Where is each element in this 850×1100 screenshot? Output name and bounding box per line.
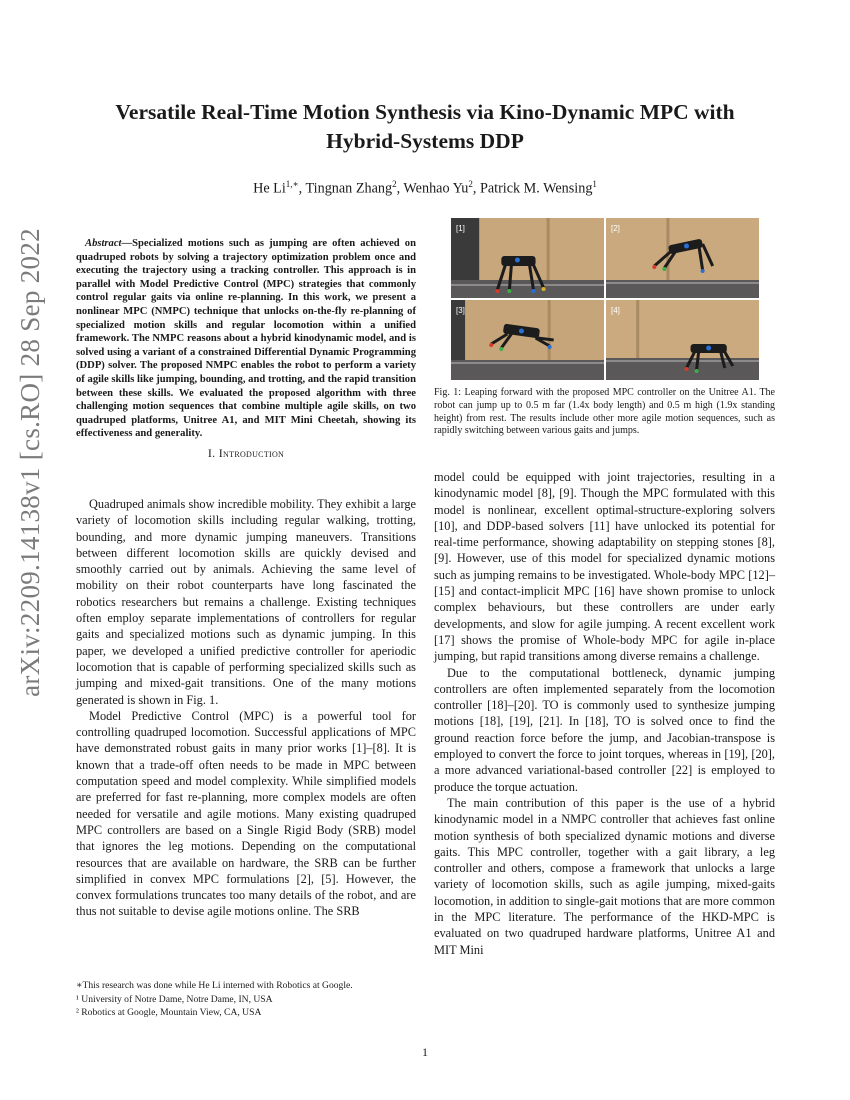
figure-panel [451, 300, 604, 380]
author-affiliation: 2 [468, 179, 473, 189]
author-name: Patrick M. Wensing [479, 180, 593, 197]
left-column-body [76, 496, 416, 920]
arxiv-stamp [8, 228, 52, 697]
body-paragraph: Model Predictive Control (MPC) is a powerful tool for controlling quadruped locomotion. Successful applications of MPC have demonstrated robust gaits in many prior works [1]–[8]. It is known that a trade-off often needs to be made in MPC between computation speed and model complexity. While simplified models are preferred for fast re-planning, more complex models are often needed for versatile and agile motions. Many existing quadruped MPC controllers are based on a Single Rigid Body (SRB) model that ignores the leg motions. Depending on the computational resources that are available on hardware, the SRB can be further simplified in convex MPC formulations [2], [5]. However, the convex formulations truncates too many details of the robot, and are thus not suitable to devise agile motions online. The SRB [76, 708, 416, 919]
robot-photo-image [606, 300, 759, 380]
footnote: ¹ University of Notre Dame, Notre Dame, IN, USA [76, 993, 273, 1005]
title-line-2: Hybrid-Systems DDP [326, 129, 524, 153]
author-affiliation: 1,∗ [285, 179, 299, 189]
abstract-label: Abstract [85, 238, 122, 249]
page-number: 1 [422, 1045, 428, 1059]
figure-panel [606, 218, 759, 298]
figure-panel [606, 300, 759, 380]
section-heading: I. Introduction [207, 446, 285, 460]
author-affiliation: 2 [392, 179, 397, 189]
abstract: Abstract—Specialized motions such as jumping are often achieved on quadruped robots by solving a trajectory optimization problem once and executing the trajectory using a tracking controller. This approach is in parallel with Model Predictive Control (MPC) strategies that commonly control regular gaits via online re-planning. In this work, we present a nonlinear MPC (NMPC) technique that unlocks on-the-fly re-planning of specialized motion skills and regular locomotion within a unified framework. The NMPC reasons about a hybrid kinodynamic model, and is solved using a variant of a constrained Differential Dynamic Programming (DDP) solver. The proposed NMPC enables the robot to perform a variety of agile skills like jumping, bounding, and trotting, and the rapid transition between these skills. We evaluated the proposed algorithm with three challenging motion sequences that combine multiple agile skills, on two quadruped platforms, Unitree A1, and MIT Mini Cheetah, showing its effectiveness and generality. [76, 238, 416, 440]
footnote: ² Robotics at Google, Mountain View, CA, USA [76, 1007, 262, 1019]
panel-label: [2] [611, 224, 620, 233]
author-name: He Li [253, 180, 286, 197]
right-column-body [434, 469, 775, 958]
robot-photo-image [606, 218, 759, 298]
footnotes [76, 979, 421, 1020]
author-list: He $Li^{1,∗}$, Tingnan Zhang$^2$, Wenhao Yu$^2$, Patrick M. Wensing$^1$ [253, 179, 597, 197]
paper-title [60, 98, 790, 156]
body-paragraph: Quadruped animals show incredible mobility. They exhibit a large variety of locomotion skills including regular walking, trotting, bounding, and more dynamic jumping maneuvers. Transitions between different locomotion skills are quickly devised and smoothly carried out by animals. Achieving the same level of mobility on their robot counterparts have long fascinated the robotics researchers but remains a challenge. Existing techniques often employ separate implementations of controllers for regular gaits and specialized motions such as dynamic jumping. In this paper, we developed a unified predictive controller for aperiodic locomotion that is capable of performing specialized skills such as jumping and mixed-gait transitions. One of the many motions generated is shown in Fig. 1. [76, 497, 416, 707]
figure-1 [451, 218, 759, 380]
body-paragraph: Due to the computational bottleneck, dynamic jumping controllers are often implemented separately from the locomotion controller [18]–[20]. TO is commonly used to synthesize jumping motions [18], [19], [21]. In [18], TO is solved once to find the ground reaction force before the jump, and Jacobian-transpose is employed to convert the force to joint torques, whereas in [19], [20], a more advanced variational-based controller [22] is employed to produce the torque actuation. [434, 665, 775, 794]
arxiv-stamp-text: arXiv:2209.14138v1 [cs.RO] 28 Sep 2022 [14, 228, 45, 697]
robot-photo-image [451, 218, 604, 298]
figure-caption: Fig. 1: Leaping forward with the proposed MPC controller on the Unitree A1. The robot can jump up to 0.5 m far (1.4x body length) and 0.5 m high (1.9x standing height) from rest. The results include other more agile motion sequences, such as rapidly switching between various gaits and jumps. [434, 387, 775, 437]
author-name: Tingnan Zhang [305, 180, 393, 197]
panel-label: [3] [456, 306, 465, 315]
title-line-1: Versatile Real-Time Motion Synthesis via Kino-Dynamic MPC with [115, 100, 735, 124]
body-paragraph: The main contribution of this paper is the use of a hybrid kinodynamic model in a NMPC controller that achieves fast online motion synthesis of both specialized dynamic motions and diverse gaits. This MPC controller, together with a gait library, a leg controller and others, compose a framework that unlocks a large variety of locomotion skills, such as agile jumping, mixed-gaits locomotion, in addition to single-gait motions that are more common in the MPC literature. The performance of the HKD-MPC is evaluated on two quadruped hardware platforms, Unitree A1 and MIT Mini [434, 795, 775, 957]
author-name: Wenhao Yu [403, 180, 469, 197]
abstract-text: Specialized motions such as jumping are often achieved on quadruped robots by solving a trajectory optimization problem once and executing the trajectory using a tracking controller. This approach is in parallel with Model Predictive Control (MPC) strategies that commonly control regular gaits via online re-planning. In this work, we present a nonlinear MPC (NMPC) technique that unlocks on-the-fly re-planning of specialized motion skills and regular locomotion within a unified framework. The NMPC reasons about a hybrid kinodynamic model, and is solved using a variant of a constrained Differential Dynamic Programming (DDP) solver. The proposed NMPC enables the robot to perform a variety of agile skills like jumping, bounding, and trotting, and the rapid transition between these skills. We evaluated the proposed algorithm with three challenging motion sequences that combine multiple agile skills, on two quadruped platforms, Unitree A1, and MIT Mini Cheetah, showing its effectiveness and generality. [76, 238, 416, 440]
figure-panel [451, 218, 604, 298]
body-paragraph: model could be equipped with joint trajectories, resulting in a kinodynamic model [8], [9]. Though the MPC formulated with this model is nonlinear, excellent optimal-structure-exploring solvers [10], and DDP-based solvers [11] have unlocked its potential for real-time performance, showing adaptability on stepping stones [8], [9]. However, use of this model for specialized dynamic motions such as jumping remains to be investigated. Whole-body MPC [12]–[15] and contact-implicit MPC [16] have shown promise to unlock complex behaviours, but these controllers are under early developments, and slow for agile jumping. A recent excellent work [17] shows the promise of Whole-body MPC for agile in-place jumping, but rapid transitions among diverse remains a challenge. [434, 470, 775, 664]
footnote: ∗This research was done while He Li interned with Robotics at Google. [76, 980, 353, 991]
panel-label: [4] [611, 306, 620, 315]
robot-photo-image [451, 300, 604, 380]
panel-label: [1] [456, 224, 465, 233]
author-affiliation: 1 [592, 179, 597, 189]
